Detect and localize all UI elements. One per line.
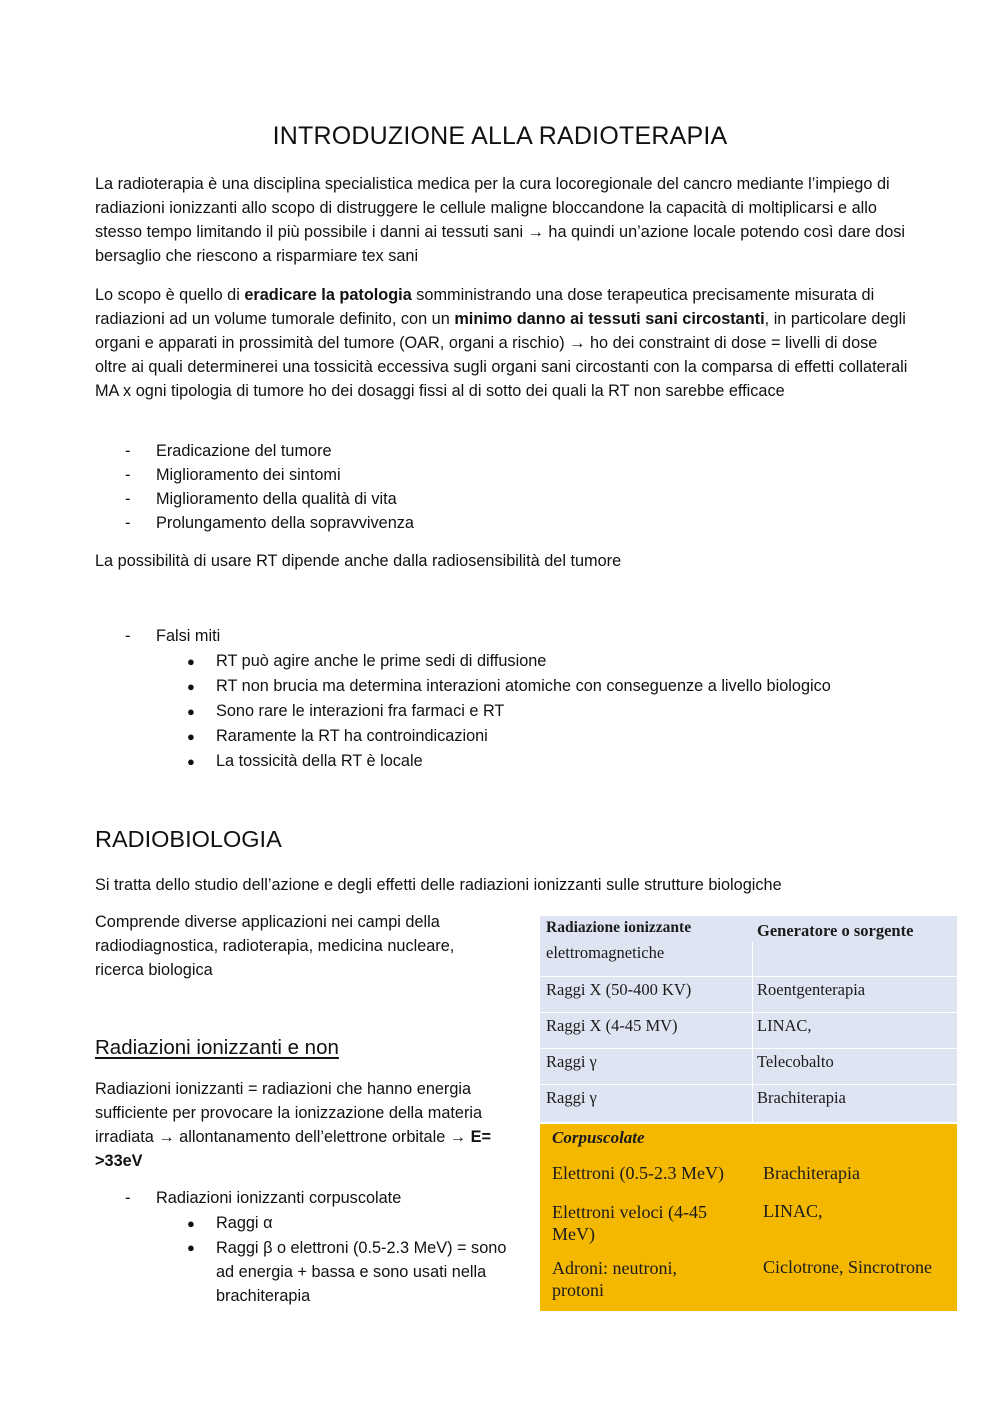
list-item-text: Raramente la RT ha controindicazioni bbox=[216, 727, 488, 745]
table-cell: Raggi X (50-400 KV) bbox=[546, 980, 692, 999]
table-divider bbox=[752, 942, 753, 1122]
list-item-text: La tossicità della RT è locale bbox=[216, 752, 423, 770]
dash-icon: - bbox=[125, 466, 131, 484]
table-em-label: elettromagnetiche bbox=[546, 943, 665, 962]
list-item-text: Raggi α bbox=[216, 1214, 273, 1232]
bullet-icon: ● bbox=[187, 704, 195, 719]
arrow-icon: → bbox=[569, 334, 586, 352]
table-cell: Raggi X (4-45 MV) bbox=[546, 1016, 678, 1035]
table-cell: Roentgenterapia bbox=[757, 980, 866, 999]
table-cell: Brachiterapia bbox=[757, 1088, 846, 1107]
table-cell: Elettroni (0.5-2.3 MeV) bbox=[552, 1163, 724, 1183]
table-cell: Brachiterapia bbox=[763, 1163, 860, 1183]
arrow-icon: → bbox=[527, 223, 544, 241]
dash-icon: - bbox=[125, 514, 131, 532]
goals-list bbox=[95, 439, 414, 535]
section-heading-radiobiologia: RADIOBIOLOGIA bbox=[95, 826, 282, 852]
list-item-text: Radiazioni ionizzanti corpuscolate bbox=[156, 1189, 402, 1207]
table-header-row bbox=[540, 919, 957, 941]
radiobiologia-paragraph-3 bbox=[95, 1077, 520, 1173]
radiobiologia-paragraph-2: Comprende diverse applicazioni nei campi della radiodiagnostica, radioterapia, medicina nucleare, ricerca biologica bbox=[95, 913, 455, 979]
bullet-icon: ● bbox=[187, 1240, 195, 1255]
dash-icon: - bbox=[125, 1189, 131, 1207]
table-cell: LINAC, bbox=[757, 1016, 812, 1035]
table-divider bbox=[540, 1084, 957, 1085]
p3-text-a: Radiazioni ionizzanti = radiazioni che hanno energia sufficiente per provocare la ionizzazione della materia irradiata bbox=[95, 1080, 483, 1146]
intro-p1-tail: ha quindi un’azione locale potendo così dare dosi bersaglio che riescono a risparmiare tex sani bbox=[95, 223, 906, 265]
intro-p1-text: La radioterapia è una disciplina specialistica medica per la cura locoregionale del cancro mediante l’impiego di radiazioni ionizzanti allo scopo di distruggere le cellule maligne bloccandone la capacità di moltiplicarsi e allo stesso tempo limitando il più possibile i danni ai tessuti sani bbox=[95, 175, 890, 241]
list-item bbox=[95, 1236, 520, 1308]
list-item bbox=[95, 487, 414, 511]
list-item-text: Sono rare le interazioni fra farmaci e RT bbox=[216, 702, 505, 720]
list-item bbox=[95, 749, 831, 774]
dash-icon: - bbox=[125, 627, 131, 645]
myths-label: Falsi miti bbox=[156, 627, 221, 645]
list-item-text: Eradicazione del tumore bbox=[156, 442, 332, 460]
intro-paragraph-1 bbox=[95, 172, 910, 268]
table-header-col1: Radiazione ionizzante bbox=[546, 919, 692, 936]
list-item bbox=[95, 1211, 520, 1236]
p3-text-b: allontanamento dell’elettrone orbitale bbox=[174, 1128, 450, 1146]
intro-p2-bold-1: eradicare la patologia bbox=[244, 286, 412, 304]
intro-p2-text-c: , in particolare degli organi e apparati in prossimità del tumore (OAR, organi a rischio) bbox=[95, 310, 906, 352]
list-item-text: RT può agire anche le prime sedi di diffusione bbox=[216, 652, 547, 670]
table-divider bbox=[540, 1048, 957, 1049]
table-cell: LINAC, bbox=[763, 1201, 823, 1221]
list-item-text: Prolungamento della sopravvivenza bbox=[156, 514, 414, 532]
bullet-icon: ● bbox=[187, 754, 195, 769]
table-cell: Ciclotrone, Sincrotrone bbox=[763, 1257, 932, 1277]
list-item bbox=[95, 624, 220, 648]
subsection-heading: Radiazioni ionizzanti e non bbox=[95, 1036, 339, 1059]
bullet-icon: ● bbox=[187, 1216, 195, 1231]
table-cell: Telecobalto bbox=[757, 1052, 834, 1071]
dash-icon: - bbox=[125, 442, 131, 460]
list-item-text: RT non brucia ma determina interazioni atomiche con conseguenze a livello biologico bbox=[216, 677, 831, 695]
list-item bbox=[95, 699, 831, 724]
intro-p2-text-b: somministrando una dose terapeutica precisamente misurata di radiazioni ad un volume tumorale definito, con un bbox=[95, 286, 875, 328]
table-cell: Raggi γ bbox=[546, 1052, 597, 1071]
list-item bbox=[95, 511, 414, 535]
myths-list bbox=[95, 624, 220, 648]
list-item bbox=[95, 674, 831, 699]
bullet-icon: ● bbox=[187, 679, 195, 694]
table-divider bbox=[540, 1012, 957, 1013]
intro-paragraph-2 bbox=[95, 283, 910, 403]
bullet-icon: ● bbox=[187, 729, 195, 744]
intro-p2-text-d: ho dei constraint di dose = livelli di dose oltre ai quali determinerei una tossicità eccessiva sugli organi sani circostanti con la comparsa di effetti collaterali MA x ogni tipologia di tumore ho dei dosaggi fissi al di sotto dei quali la RT non sarebbe efficace bbox=[95, 334, 908, 400]
bullet-icon: ● bbox=[187, 654, 195, 669]
list-item-text: Miglioramento della qualità di vita bbox=[156, 490, 397, 508]
intro-p2-bold-2: minimo danno ai tessuti sani circostanti bbox=[454, 310, 765, 328]
dash-icon: - bbox=[125, 490, 131, 508]
list-item bbox=[95, 463, 414, 487]
corpuscolate-list bbox=[95, 1186, 401, 1210]
table-divider bbox=[540, 976, 957, 977]
list-item bbox=[95, 439, 414, 463]
arrow-icon: → bbox=[158, 1128, 175, 1146]
arrow-icon: → bbox=[449, 1128, 467, 1146]
myths-bullets bbox=[95, 649, 831, 774]
list-item bbox=[95, 724, 831, 749]
table-header-col2: Generatore o sorgente bbox=[757, 921, 914, 940]
intro-paragraph-3: La possibilità di usare RT dipende anche dalla radiosensibilità del tumore bbox=[95, 552, 622, 570]
table-corp-label: Corpuscolate bbox=[552, 1128, 645, 1147]
table-cell: Adroni: neutroni, protoni bbox=[552, 1258, 677, 1300]
radiobiologia-paragraph-1: Si tratta dello studio dell’azione e degli effetti delle radiazioni ionizzanti sulle strutture biologiche bbox=[95, 876, 782, 894]
intro-p2-text-a: Lo scopo è quello di bbox=[95, 286, 245, 304]
list-item-text: Miglioramento dei sintomi bbox=[156, 466, 341, 484]
table-cell: Raggi γ bbox=[546, 1088, 597, 1107]
corpuscolate-bullets bbox=[95, 1211, 520, 1308]
table-cell: Elettroni veloci (4-45 MeV) bbox=[552, 1202, 707, 1244]
list-item-text: Raggi β o elettroni (0.5-2.3 MeV) = sono ad energia + bassa e sono usati nella brachiterapia bbox=[216, 1239, 507, 1305]
list-item bbox=[95, 649, 831, 674]
p3-bold: E= >33eV bbox=[95, 1128, 491, 1170]
radiation-sources-table bbox=[540, 916, 957, 1311]
list-item bbox=[95, 1186, 401, 1210]
page-title: INTRODUZIONE ALLA RADIOTERAPIA bbox=[272, 122, 728, 150]
